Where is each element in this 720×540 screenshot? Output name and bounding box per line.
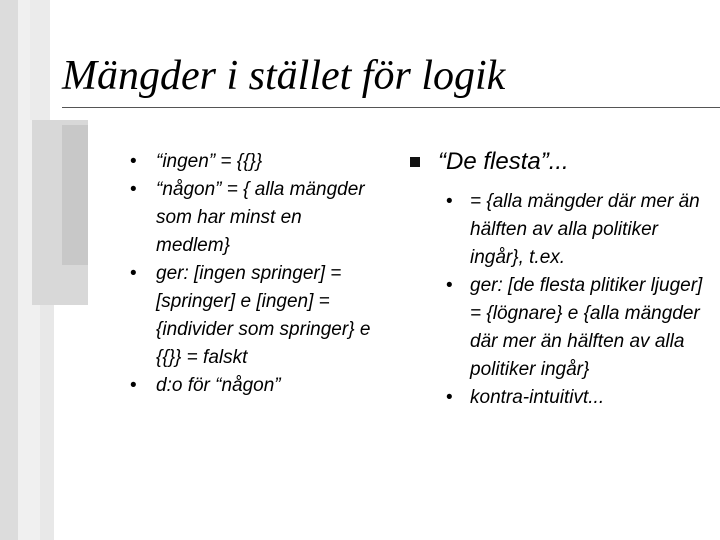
left-column bbox=[130, 148, 380, 400]
right-heading-text: “De flesta”... bbox=[438, 148, 569, 175]
bullet-item: • “någon” = { alla mängder som har minst en medlem} bbox=[130, 176, 380, 260]
title-divider bbox=[62, 107, 720, 108]
square-bullet-icon bbox=[410, 157, 420, 167]
left-bullet-list bbox=[130, 148, 380, 400]
bullet-item: • d:o för “någon” bbox=[130, 372, 380, 400]
decor-bar bbox=[40, 305, 54, 540]
right-bullet-list bbox=[446, 188, 708, 412]
bullet-item: • ger: [ingen springer] = [springer] e [ingen] = {individer som springer} e {{}} = falskt bbox=[130, 260, 380, 372]
bullet-item: • kontra-intuitivt... bbox=[446, 384, 708, 412]
bullet-item: • = {alla mängder där mer än hälften av alla politiker ingår}, t.ex. bbox=[446, 188, 708, 272]
bullet-item: • “ingen” = {{}} bbox=[130, 148, 380, 176]
right-column bbox=[446, 188, 708, 412]
bullet-item: • ger: [de flesta plitiker ljuger] = {lögnare} e {alla mängder där mer än hälften av alla politiker ingår} bbox=[446, 272, 708, 384]
decor-bar bbox=[0, 0, 18, 540]
right-heading bbox=[410, 147, 710, 177]
slide-title: Mängder i stället för logik bbox=[62, 53, 506, 99]
decor-bar bbox=[62, 125, 88, 265]
right-heading-block bbox=[410, 147, 710, 177]
decor-bar bbox=[30, 0, 50, 120]
